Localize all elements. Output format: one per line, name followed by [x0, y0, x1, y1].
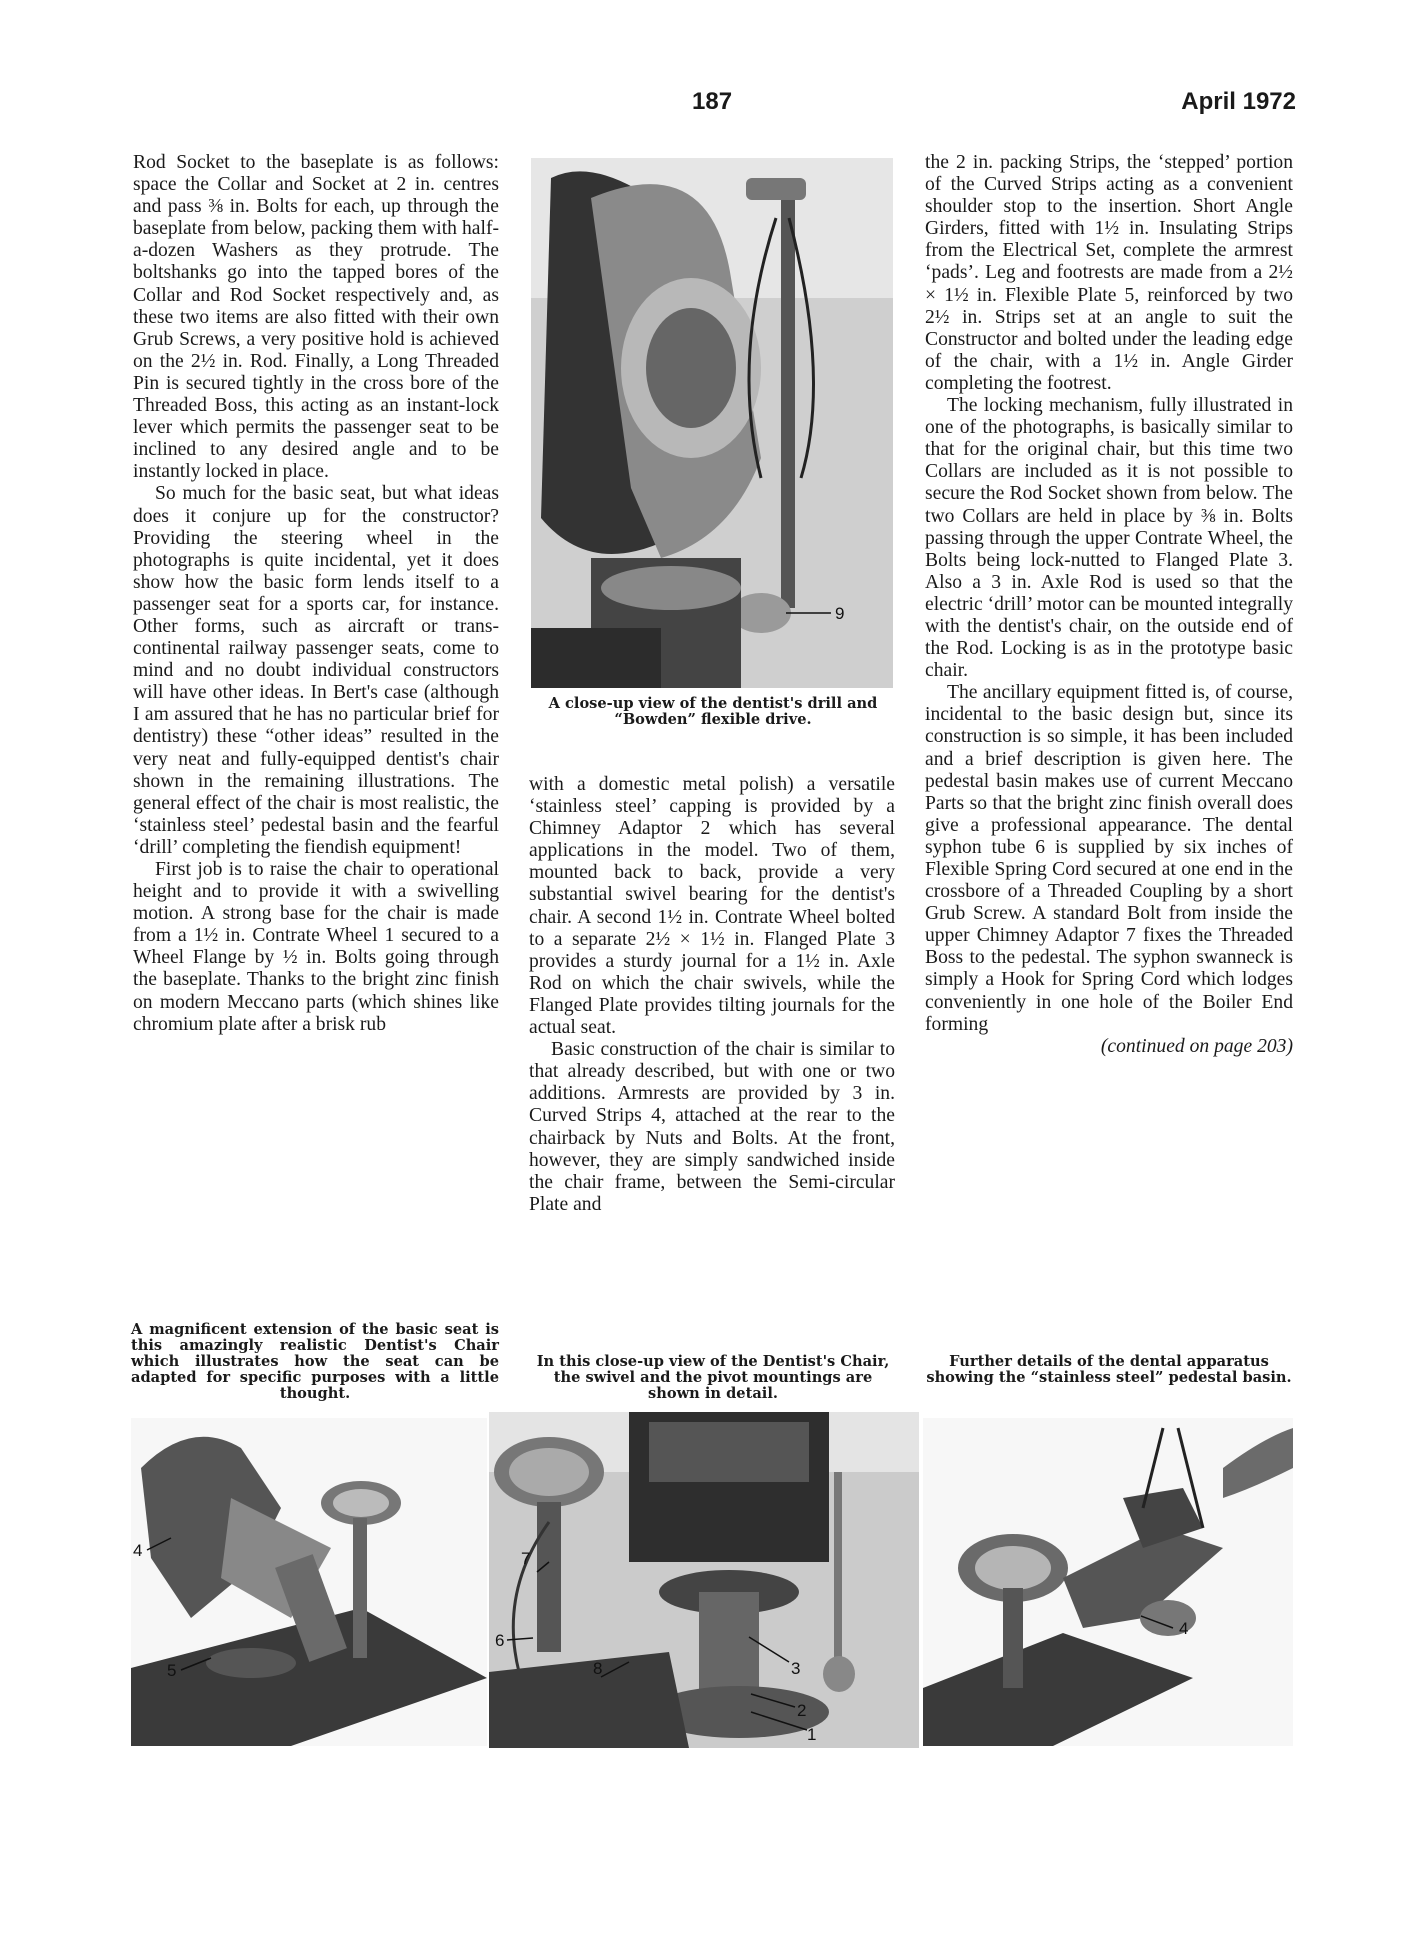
paragraph: Rod Socket to the baseplate is as follows: space the Collar and Socket at 2 in. centres and pass ⅜ in. Bolts for each, up through the baseplate from below, packing them with half-a-dozen Washers as they protrude. The boltshanks go into the tapped bores of the Collar and Rod Socket respectively and, as these two items are also fitted with their own Grub Screws, a very positive hold is achieved on the 2½ in. Rod. Finally, a Long Threaded Pin is secured tightly in the cross bore of the Threaded Boss, this acting as an instant-lock lever which permits the passenger seat to be inclined to any desired angle and to be instantly locked in place. — [133, 152, 499, 483]
photo-label: 3 — [791, 1659, 801, 1678]
paragraph: So much for the basic seat, but what ideas does it conjure up for the constructor? Providing the steering wheel in the photographs is quite incidental, yet it does show how the basic form lends itself to a passenger seat for a sports car, for instance. Other forms, such as aircraft or trans-continental railway passenger seats, come to mind and no doubt individual constructors will have other ideas. In Bert's case (although I am assured that he has no particular brief for dentistry) these “other ideas” resulted in the very neat and fully-equipped dentist's chair shown in the remaining illustrations. The general effect of the chair is most realistic, the ‘stainless steel’ pedestal basin and the fearful ‘drill’ completing the fiendish equipment! — [133, 483, 499, 858]
middle-text-column — [529, 774, 895, 1216]
photo-swivel-closeup — [489, 1412, 919, 1748]
photo-label: 1 — [807, 1725, 817, 1744]
photo-label: 5 — [167, 1661, 177, 1680]
page-header — [0, 88, 1412, 128]
right-text-column — [925, 152, 1293, 1058]
photo-label: 9 — [835, 604, 845, 623]
caption-swivel-closeup: In this close-up view of the Dentist's Chair, the swivel and the pivot mountings are shown in detail. — [536, 1353, 890, 1402]
left-text-column — [133, 152, 499, 1036]
photo-label: 7 — [521, 1549, 531, 1568]
paragraph: the 2 in. packing Strips, the ‘stepped’ portion of the Curved Strips acting as a convenient shoulder stop to the insertion. Short Angle Girders, fitted with 1½ in. Insulating Strips from the Electrical Set, complete the armrest ‘pads’. Leg and footrests are made from a 2½ × 1½ in. Flexible Plate 5, reinforced by two 2½ in. Strips set at an angle to suit the Constructor and bolted under the leading edge of the chair, with a 1½ in. Angle Girder completing the footrest. — [925, 152, 1293, 394]
photo-drill-closeup — [531, 158, 893, 688]
page-number: 187 — [692, 88, 733, 115]
paragraph: The ancillary equipment fitted is, of course, incidental to the basic design but, since its construction is so simple, it has been included and a brief description is given here. The pedestal basin makes use of current Meccano Parts so that the bright zinc finish overall does give a professional appearance. The dental syphon tube 6 is supplied by six inches of Flexible Spring Cord secured at one end in the crossbore of a Threaded Coupling by a short Grub Screw. A standard Bolt from inside the upper Chimney Adaptor 7 fixes the Threaded Boss to the pedestal. The syphon swanneck is simply a Hook for Spring Cord which lodges conveniently in one hole of the Boiler End forming — [925, 682, 1293, 1035]
paragraph: with a domestic metal polish) a versatile ‘stainless steel’ capping is provided by a Chimney Adaptor 2 which has several applications in the model. Two of them, mounted back to back, provide a very substantial swivel bearing for the dentist's chair. A second 1½ in. Contrate Wheel bolted to a separate 2½ × 1½ in. Flanged Plate 3 provides a sturdy journal for a 1½ in. Axle Rod on which the chair swivels, while the Flanged Plate provides tilting journals for the actual seat. — [529, 774, 895, 1039]
paragraph: The locking mechanism, fully illustrated in one of the photographs, is basically similar to that for the original chair, but this time two Collars are included as it is not possible to secure the Rod Socket shown from below. The two Collars are held in place by ⅜ in. Bolts passing through the upper Contrate Wheel, the Bolts being lock-nutted to Flanged Plate 3. Also a 3 in. Axle Rod is used so that the electric ‘drill’ motor can be mounted integrally with the dentist's chair, on the outside end of the Rod. Locking is as in the prototype basic chair. — [925, 395, 1293, 682]
photo-label: 2 — [797, 1701, 807, 1720]
paragraph: Basic construction of the chair is similar to that already described, but with one or two additions. Armrests are provided by 3 in. Curved Strips 4, attached at the rear to the chairback by Nuts and Bolts. At the front, however, they are simply sandwiched inside the chair frame, between the Semi-circular Plate and — [529, 1039, 895, 1215]
photo-label: 4 — [1179, 1619, 1189, 1638]
caption-pedestal-basin: Further details of the dental apparatus showing the “stainless steel” pedestal basin. — [926, 1353, 1292, 1386]
photo-dentists-chair — [131, 1418, 487, 1746]
continued-note: (continued on page 203) — [1100, 1035, 1293, 1057]
photo-pedestal-basin — [923, 1418, 1293, 1746]
paragraph: First job is to raise the chair to operational height and to provide it with a swivelling motion. A strong base for the chair is made from a 1½ in. Contrate Wheel 1 secured to a Wheel Flange by ½ in. Bolts going through the baseplate. Thanks to the bright zinc finish on modern Meccano parts (which shines like chromium plate after a brisk rub — [133, 859, 499, 1035]
photo-label: 4 — [133, 1541, 143, 1560]
caption-drill-closeup: A close-up view of the dentist's drill and “Bowden” flexible drive. — [548, 695, 878, 728]
caption-dentists-chair: A magnificent extension of the basic seat is this amazingly realistic Dentist's Chair which illustrates how the seat can be adapted for specific purposes with a little thought. — [131, 1321, 499, 1402]
photo-label: 8 — [593, 1659, 603, 1678]
issue-date: April 1972 — [1181, 88, 1296, 115]
photo-label: 6 — [495, 1631, 505, 1650]
